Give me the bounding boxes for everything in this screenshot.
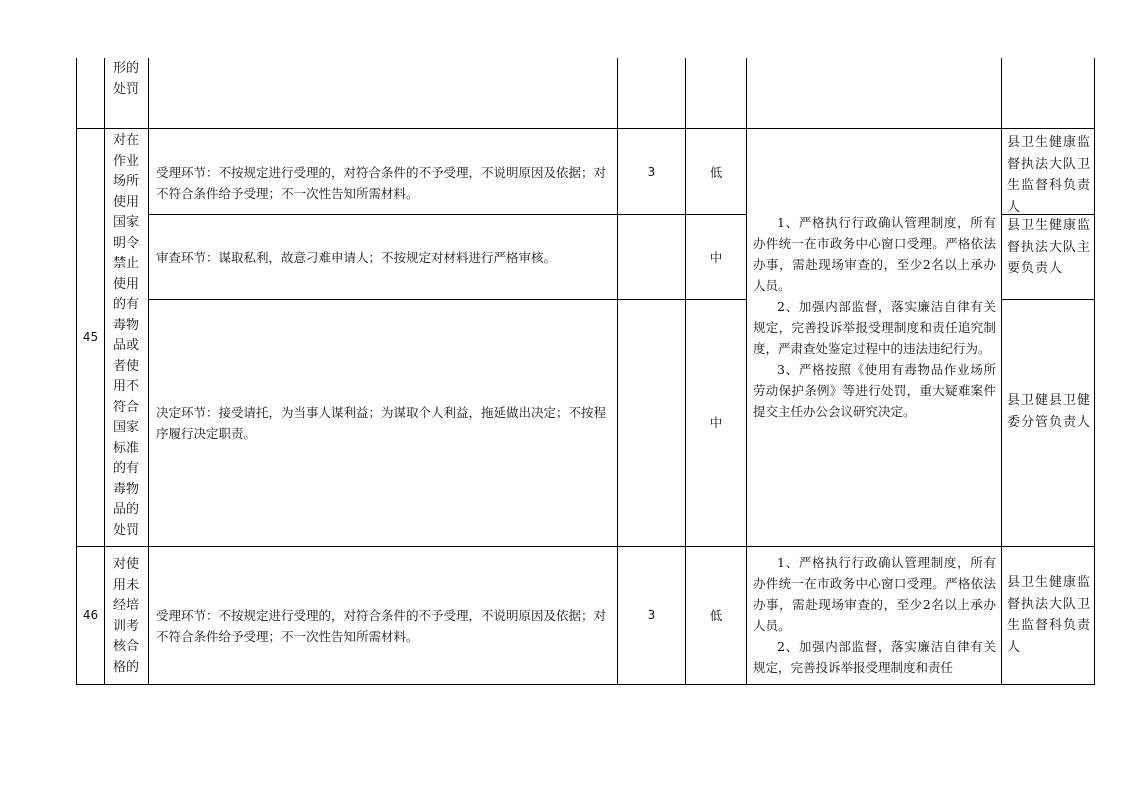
table-border-right xyxy=(1094,58,1095,685)
col-divider xyxy=(617,58,618,685)
row46-step-accept-level: 低 xyxy=(709,608,723,623)
col-divider xyxy=(685,58,686,685)
row46-step-accept-text: 受理环节：不按规定进行受理的，对符合条件的不予受理，不说明原因及依据；对不符合条件给予受理；不一次性告知所需材料。 xyxy=(156,608,607,644)
row45-step-review-level: 中 xyxy=(709,250,723,265)
row45-step-review-text: 审查环节：谋取私利，故意刁难申请人；不按规定对材料进行严格审核。 xyxy=(156,250,557,265)
row45-number: 45 xyxy=(82,330,99,344)
row45-step-decision-text: 决定环节：接受请托，为当事人谋利益；为谋取个人利益，拖延做出决定；不按程序履行决定职责。 xyxy=(156,405,607,441)
measure-item: 1、严格执行行政确认管理制度，所有办件统一在市政务中心窗口受理。严格依法办事，需赴现场审查的，至少2名以上承办人员。 xyxy=(753,555,996,633)
col-divider xyxy=(1001,58,1002,685)
row-divider xyxy=(76,546,1095,547)
row45-measures xyxy=(753,212,996,422)
row45-step-accept-level: 低 xyxy=(709,165,723,180)
row-divider xyxy=(1001,299,1095,300)
row45-step-review-responsible: 县卫生健康监督执法大队主要负责人 xyxy=(1007,218,1092,276)
row45-name: 对在 作业 场所 使用 国家 明令 禁止 使用 的有 毒物 品或 者使 用不 符合 国家 标准 的有 毒物 品的 处罚 xyxy=(112,133,139,538)
row46-measures xyxy=(753,552,996,678)
col-divider xyxy=(148,58,149,685)
measure-item: 2、加强内部监督，落实廉洁自律有关规定，完善投诉举报受理制度和责任追究制度，严肃查处鉴定过程中的违法违纪行为。 xyxy=(753,299,996,356)
measure-item: 3、严格按照《使用有毒物品作业场所劳动保护条例》等进行处罚，重大疑难案件提交主任办公会议研究决定。 xyxy=(753,362,996,419)
row46-number: 46 xyxy=(82,608,99,622)
measure-item: 2、加强内部监督，落实廉洁自律有关规定，完善投诉举报受理制度和责任 xyxy=(753,639,996,675)
row45-step-decision-responsible: 县卫健县卫健委分管负责人 xyxy=(1007,393,1092,430)
col-divider xyxy=(746,58,747,685)
row45-step-accept-responsible: 县卫生健康监督执法大队卫生监督科负责人 xyxy=(1007,135,1092,215)
row46-name: 对使 用未 经培 训考 核合 格的 xyxy=(112,557,139,675)
measure-item: 1、严格执行行政确认管理制度，所有办件统一在市政务中心窗口受理。严格依法办事，需赴现场审查的，至少2名以上承办人员。 xyxy=(753,215,996,293)
row-divider xyxy=(76,128,1095,129)
col-divider xyxy=(104,58,105,685)
row-divider xyxy=(148,299,747,300)
table-border-bottom xyxy=(76,684,1095,685)
row-divider xyxy=(148,214,747,215)
row45-step-accept-score: 3 xyxy=(647,165,656,179)
row46-step-accept-score: 3 xyxy=(647,608,656,622)
row45-step-decision-level: 中 xyxy=(709,415,723,430)
row45-step-accept-text: 受理环节：不按规定进行受理的，对符合条件的不予受理，不说明原因及依据；对不符合条件给予受理；不一次性告知所需材料。 xyxy=(156,165,607,201)
row44-name: 形的 处罚 xyxy=(112,61,139,97)
row46-step-accept-responsible: 县卫生健康监督执法大队卫生监督科负责人 xyxy=(1007,575,1092,655)
table-border-left xyxy=(76,58,77,685)
